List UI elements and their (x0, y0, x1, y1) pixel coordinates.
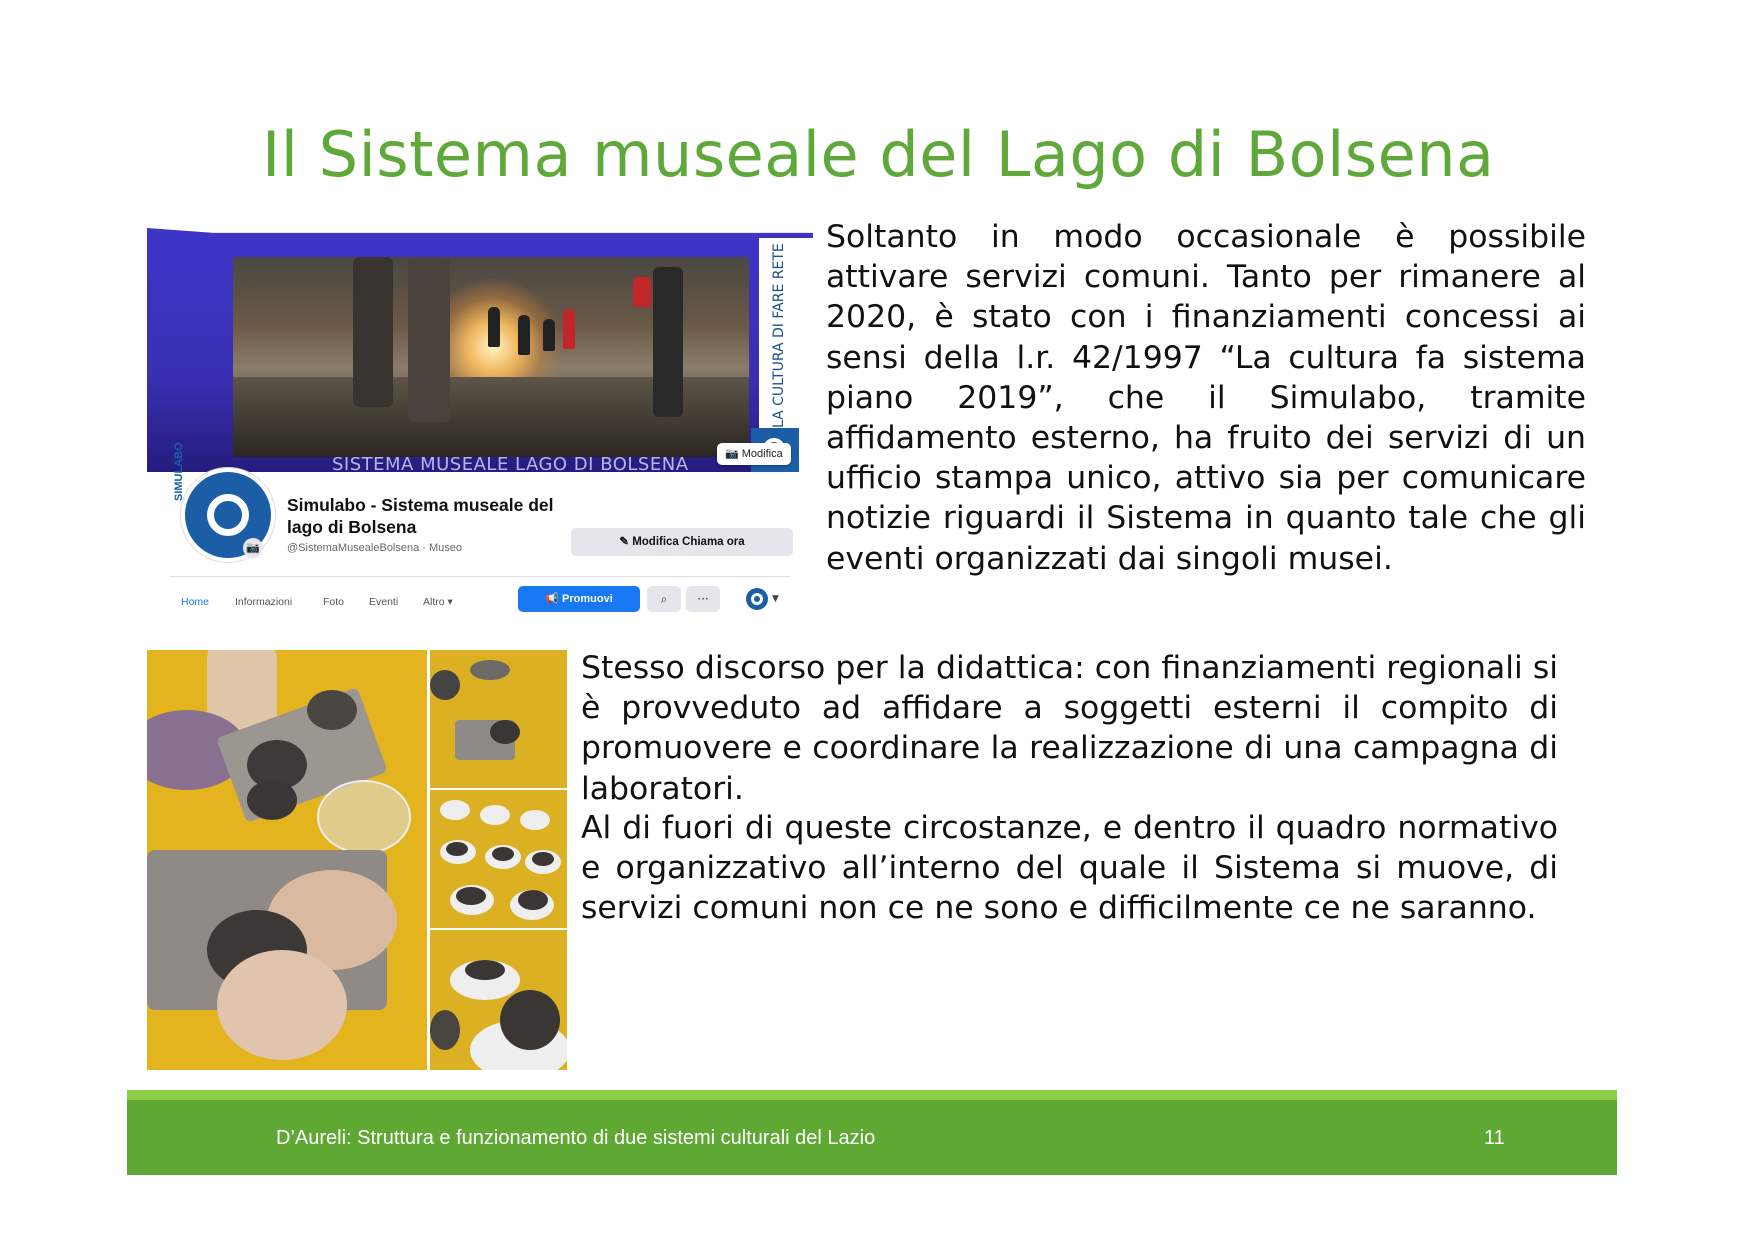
workshop-photo-3 (430, 930, 567, 1070)
workshop-photo-1 (430, 650, 567, 788)
clay-piece (446, 842, 468, 856)
chevron-down-icon[interactable]: ▼ (772, 594, 779, 604)
hiker (518, 315, 530, 355)
footer-accent-line (127, 1090, 1617, 1100)
clay-piece (430, 670, 460, 700)
edit-cover-button[interactable] (717, 443, 791, 465)
pencil-icon: ✎ (619, 536, 633, 548)
paragraph-didattica: Stesso discorso per la didattica: con finanziamenti regionali si è provveduto ad affidare a soggetti esterni il compito di promuovere e coordinare la realizzazione di una campagna di laboratori. (581, 650, 1558, 807)
tab-home[interactable]: Home (181, 596, 210, 608)
cover-area (147, 228, 813, 476)
workshop-photo-2 (430, 790, 567, 928)
hand (217, 950, 347, 1060)
workshop-photo-main (147, 650, 427, 1070)
hiker (633, 277, 651, 307)
camera-icon[interactable]: 📷 (243, 538, 263, 558)
hiker (488, 307, 500, 347)
page-name: Simulabo - Sistema museale del lago di Bolsena (287, 495, 554, 537)
facebook-page-screenshot (147, 228, 813, 613)
slide-title: Il Sistema museale del Lago di Bolsena (262, 118, 1495, 191)
tab-altro[interactable]: Altro ▾ (423, 596, 453, 608)
page-handle: @SistemaMusealeBolsena · Museo (287, 542, 463, 554)
clay-piece (518, 890, 548, 910)
megaphone-icon: 📢 (545, 593, 563, 605)
water-bowl (317, 780, 411, 854)
clay-piece (492, 847, 514, 861)
clay-piece (490, 720, 520, 744)
edit-call-button[interactable] (571, 528, 793, 556)
avatar-text: SIMULABO (173, 442, 185, 501)
edit-call-label: Modifica Chiama ora (632, 536, 745, 548)
plate (480, 805, 510, 825)
clay-piece (465, 960, 505, 980)
clay-piece (307, 690, 357, 730)
clay-piece (470, 660, 510, 680)
search-icon[interactable]: ⌕ (647, 586, 681, 612)
clay-piece (456, 887, 486, 905)
tab-eventi[interactable]: Eventi (369, 596, 399, 608)
hiker (563, 309, 575, 349)
cover-side-text: LA CULTURA DI FARE RETE (771, 243, 787, 428)
plate (440, 800, 470, 820)
paragraph-services: Soltanto in modo occasionale è possibile attivare servizi comuni. Tanto per rimanere al 2020, è stato con i finanziamenti concessi ai sensi della l.r. 42/1997 “La cultura fa sistema piano 2019”, che il Simulabo, tramite affidamento esterno, ha fruito dei servizi di un ufficio stampa unico, attivo sia per comunicare notizie riguardi il Sistema in quanto tale che gli eventi organizzati dai singoli musei. (826, 219, 1586, 577)
footer-text: D’Aureli: Struttura e funzionamento di due sistemi culturali del Lazio (276, 1127, 876, 1149)
hiker-leg (408, 257, 450, 422)
more-button[interactable]: ··· (686, 586, 720, 612)
tab-foto[interactable]: Foto (323, 596, 345, 608)
clay-piece (500, 990, 560, 1050)
divider (169, 576, 791, 577)
edit-cover-label: Modifica (741, 448, 783, 460)
tab-informazioni[interactable]: Informazioni (235, 596, 293, 608)
cover-caption: SISTEMA MUSEALE LAGO DI BOLSENA (332, 454, 689, 475)
camera-icon: 📷 (725, 448, 742, 460)
cover-photo (233, 257, 749, 457)
page-number: 11 (1484, 1127, 1505, 1149)
promote-label: Promuovi (562, 593, 613, 605)
plate (520, 810, 550, 830)
hiker-leg (353, 257, 393, 407)
clay-piece (532, 852, 554, 866)
promote-button[interactable] (518, 586, 640, 612)
clay-piece (247, 780, 297, 820)
hiker-leg (653, 267, 683, 417)
hiker (543, 319, 555, 351)
paragraph-conclusion: Al di fuori di queste circostanze, e dentro il quadro normativo e organizzativo all’interno del quale il Sistema si muove, di servizi comuni non ce ne sono e difficilmente ce ne saranno. (581, 810, 1558, 927)
clay-piece (430, 1010, 460, 1050)
account-avatar[interactable] (746, 588, 768, 610)
